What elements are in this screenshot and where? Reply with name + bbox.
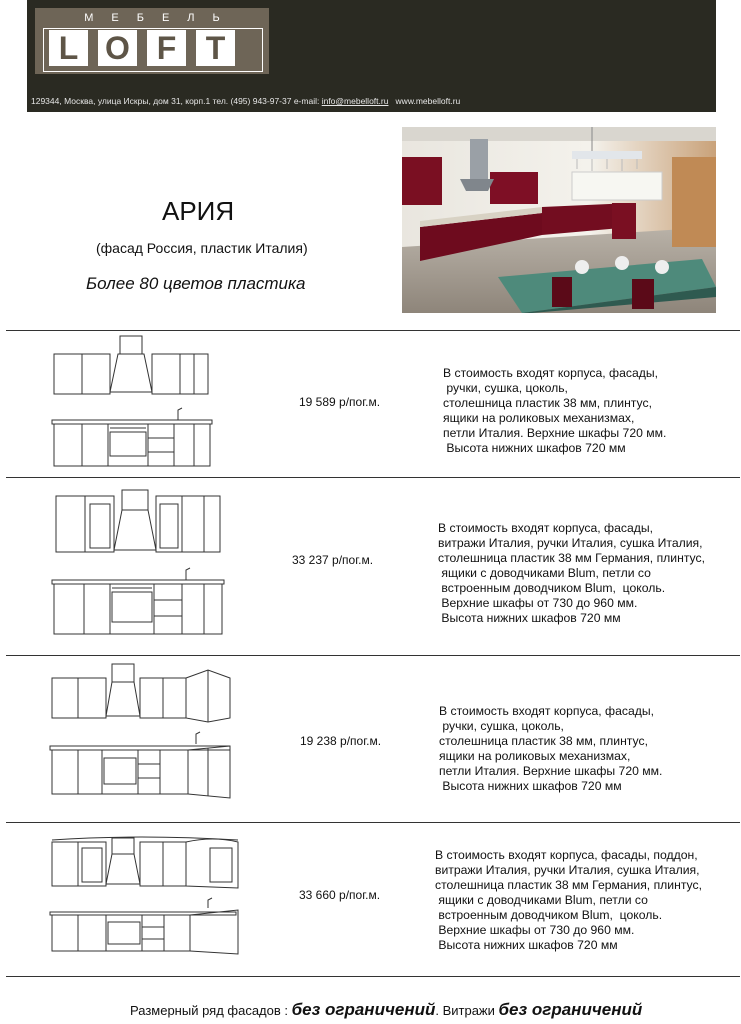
contact-address: 129344, Москва, улица Искры, дом 31, корп.1 тел. (495) 943-97-37 e-mail: [31, 96, 322, 106]
kitchen-drawing-4 [48, 830, 248, 965]
contact-line [31, 96, 460, 106]
price-4: 33 660 р/пог.м. [299, 888, 381, 902]
logo-letters [49, 30, 235, 66]
logo-letter: T [196, 30, 235, 66]
description-3: В стоимость входят корпуса, фасады, ручки, сушка, цоколь, столешница пластик 38 мм, плинтус, ящики на роликовых механизмах, петли Италия. Верхние шкафы 720 мм. Высота нижних шкафов 720 мм [439, 704, 663, 793]
product-title: АРИЯ [162, 196, 235, 226]
logo-top-text: МЕБЕЛЬ [84, 12, 238, 24]
product-colors: Более 80 цветов пластика [86, 274, 306, 293]
description-1: В стоимость входят корпуса, фасады, ручки, сушка, цоколь, столешница пластик 38 мм, плинтус, ящики на роликовых механизмах, петли Италия. Верхние шкафы 720 мм. Высота нижних шкафов 720 мм [443, 366, 667, 455]
kitchen-drawing-3 [48, 660, 238, 810]
divider [6, 655, 740, 656]
product-subtitle: (фасад Россия, пластик Италия) [96, 240, 308, 256]
footer-value-1: без ограничений [291, 1000, 436, 1019]
divider [6, 976, 740, 977]
footer-label-1: Размерный ряд фасадов : [130, 1003, 292, 1018]
price-1: 19 589 р/пог.м. [299, 395, 381, 409]
kitchen-drawing-2 [48, 484, 228, 649]
header-banner [27, 0, 716, 112]
footer-value-2: без ограничений [498, 1000, 643, 1019]
logo [35, 8, 269, 74]
logo-letter: O [98, 30, 137, 66]
description-4: В стоимость входят корпуса, фасады, поддон, витражи Италия, ручки Италия, сушка Италия, столешница пластик 38 мм Германия, плинтус, ящики с доводчиками Blum, петли со встроенным доводчиком Blum, цоколь. Верхние шкафы от 730 до 960 мм. Высота нижних шкафов 720 мм [435, 848, 702, 952]
footer-line [130, 1000, 642, 1020]
logo-letter: L [49, 30, 88, 66]
price-3: 19 238 р/пог.м. [300, 734, 382, 748]
price-2: 33 237 р/пог.м. [292, 553, 374, 567]
divider [6, 330, 740, 331]
divider [6, 822, 740, 823]
email-link[interactable]: info@mebelloft.ru [321, 96, 389, 106]
logo-letter: F [147, 30, 186, 66]
kitchen-drawing-1 [48, 334, 218, 479]
site-link[interactable]: www.mebelloft.ru [395, 96, 461, 106]
kitchen-photo [402, 127, 716, 313]
footer-label-2: . Витражи [435, 1003, 499, 1018]
description-2: В стоимость входят корпуса, фасады, витражи Италия, ручки Италия, сушка Италия, столешница пластик 38 мм Германия, плинтус, ящики с доводчиками Blum, петли со встроенным доводчиком Blum, цоколь. Верхние шкафы от 730 до 960 мм. Высота нижних шкафов 720 мм [438, 521, 705, 625]
